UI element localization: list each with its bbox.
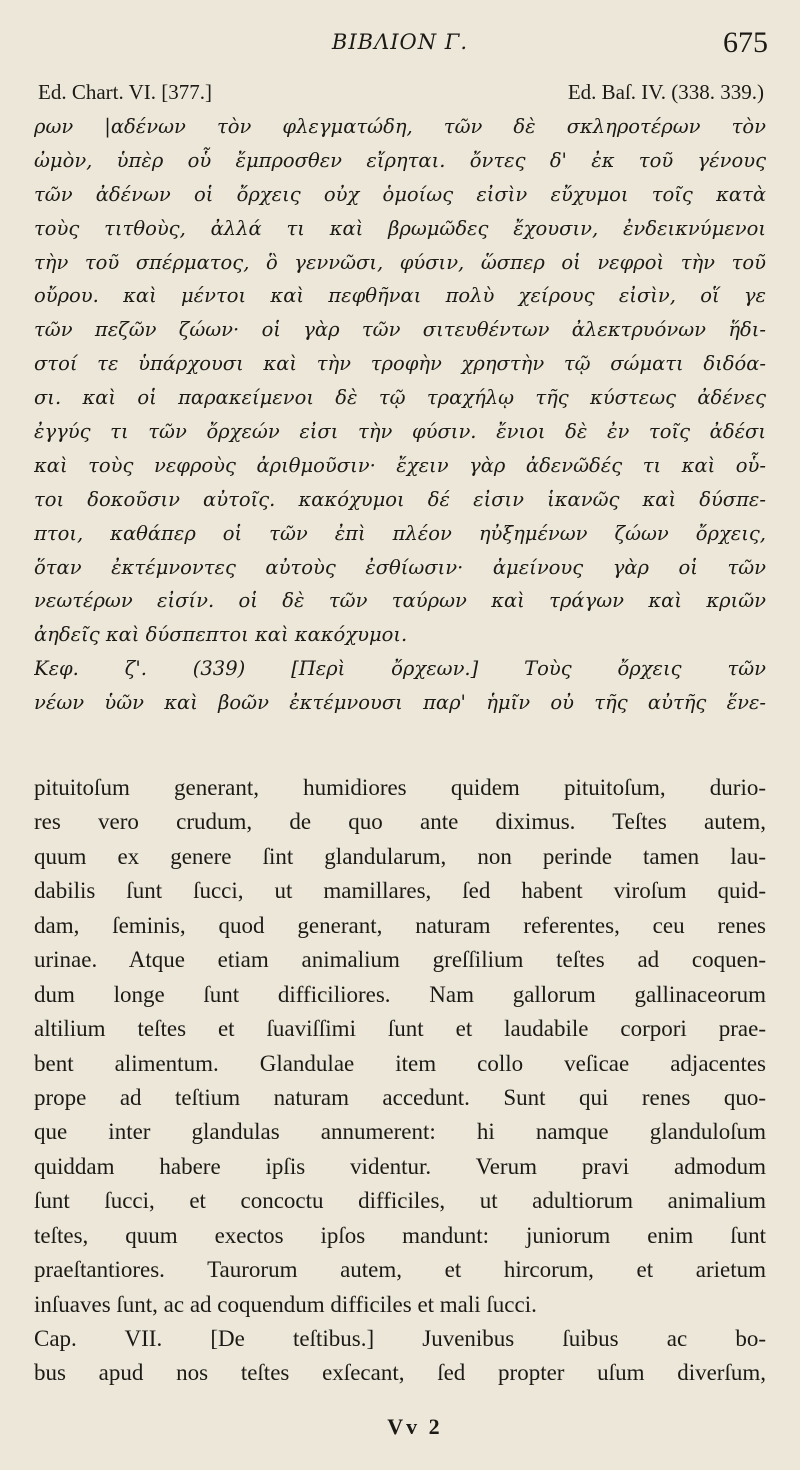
latin-line: dam, ſeminis, quod generant, naturam referentes, ceu renes — [34, 912, 766, 938]
greek-text-block — [34, 110, 766, 720]
greek-line: τοι δοκοῦσιν αὐτοῖς. κακόχυμοι δέ εἰσιν ἱκανῶς καὶ δύσπε- — [34, 487, 766, 511]
edition-reference-chartier: Ed. Chart. VI. [377.] — [38, 80, 212, 104]
latin-line: bus apud nos teſtes exſecant, ſed propter uſum diverſum, — [34, 1360, 766, 1386]
latin-line: altilium teſtes et ſuaviſſimi ſunt et laudabile corpori prae- — [34, 1016, 766, 1042]
edition-reference-basel: Ed. Baſ. IV. (338. 339.) — [567, 80, 764, 104]
latin-line: inſuaves ſunt, ac ad coquendum difficiles et mali ſucci. — [34, 1291, 537, 1317]
latin-line: urinae. Atque etiam animalium greſſilium teſtes ad coquen- — [34, 947, 766, 973]
greek-line: καὶ τοὺς νεφροὺς ἀριθμοῦσιν· ἔχειν γὰρ ἀδενῶδές τι καὶ οὗ- — [34, 453, 766, 477]
latin-line: bent alimentum. Glandulae item collo veſicae adjacentes — [34, 1050, 766, 1076]
latin-line: res vero crudum, de quo ante diximus. Teſtes autem, — [34, 809, 766, 835]
latin-line: dabilis ſunt ſucci, ut mamillares, ſed habent viroſum quid- — [34, 878, 766, 904]
greek-line: σι. καὶ οἱ παρακείμενοι δὲ τῷ τραχήλῳ τῆς κύστεως ἀδένες — [34, 386, 766, 410]
latin-line: quiddam habere ipſis videntur. Verum pravi admodum — [34, 1153, 766, 1179]
greek-line: πτοι, καθάπερ οἱ τῶν ἐπὶ πλέον ηὐξημένων ζώων ὄρχεις, — [34, 521, 766, 545]
latin-line: quum ex genere ſint glandularum, non perinde tamen lau- — [34, 843, 766, 869]
greek-line: οὔρου. καὶ μέντοι καὶ πεφθῆναι πολὺ χείρους εἰσὶν, οἵ γε — [34, 284, 766, 308]
greek-line: τοὺς τιτθοὺς, ἀλλά τι καὶ βρωμῶδες ἔχουσιν, ἐνδεικνύμενοι — [34, 216, 766, 240]
latin-line: teſtes, quum exectos ipſos mandunt: juniorum enim ſunt — [34, 1222, 766, 1248]
latin-chapter-heading-line: Cap. VII. [De teſtibus.] Juvenibus ſuibus ac bo- — [34, 1326, 766, 1351]
greek-line: τῶν ἀδένων οἱ ὄρχεις οὐχ ὁμοίως εἰσὶν εὔχυμοι τοῖς κατὰ — [34, 182, 766, 206]
greek-chapter-heading-line: Κεφ. ζ'. (339) [Περὶ ὄρχεων.] Τοὺς ὄρχεις τῶν — [34, 657, 766, 681]
greek-line: νεωτέρων εἰσίν. οἱ δὲ τῶν ταύρων καὶ τράγων καὶ κριῶν — [34, 589, 766, 613]
latin-text-block — [34, 771, 766, 1391]
greek-line: ὅταν ἐκτέμνοντες αὐτοὺς ἐσθίωσιν· ἀμείνους γὰρ οἱ τῶν — [34, 555, 766, 579]
page-number: 675 — [723, 26, 768, 59]
printer-signature-mark: Vv 2 — [387, 1414, 443, 1439]
greek-line: στοί τε ὑπάρχουσι καὶ τὴν τροφὴν χρηστὴν τῷ σώματι διδόα- — [34, 352, 766, 376]
latin-line: ſunt ſucci, et concoctu difficiles, ut adultiorum animalium — [34, 1188, 766, 1214]
greek-line: νέων ὑῶν καὶ βοῶν ἐκτέμνουσι παρ' ἡμῖν οὐ τῆς αὐτῆς ἕνε- — [34, 691, 766, 715]
greek-line: ἀηδεῖς καὶ δύσπεπτοι καὶ κακόχυμοι. — [34, 623, 408, 647]
latin-line: prope ad teſtium naturam accedunt. Sunt qui renes quo- — [34, 1084, 766, 1110]
latin-line: que inter glandulas annumerent: hi namque glanduloſum — [34, 1119, 766, 1145]
running-title: ΒΙΒΛΙΟΝ Γ. — [331, 30, 469, 54]
latin-line: dum longe ſunt difficiliores. Nam gallorum gallinaceorum — [34, 981, 766, 1007]
greek-line: ἐγγύς τι τῶν ὄρχεών εἰσι τὴν φύσιν. ἔνιοι δὲ ἐν τοῖς ἀδέσι — [34, 420, 766, 444]
latin-line: praeſtantiores. Taurorum autem, et hircorum, et arietum — [34, 1257, 766, 1283]
greek-line: τῶν πεζῶν ζώων· οἱ γὰρ τῶν σιτευθέντων ἀλεκτρυόνων ἥδι- — [34, 318, 766, 342]
greek-line: ρων |αδένων τὸν φλεγματώδη, τῶν δὲ σκληροτέρων τὸν — [34, 115, 766, 138]
greek-line: ὠμὸν, ὑπὲρ οὗ ἔμπροσθεν εἴρηται. ὄντες δ' ἐκ τοῦ γένους — [34, 148, 766, 172]
greek-line: τὴν τοῦ σπέρματος, ὃ γεννῶσι, φύσιν, ὥσπερ οἱ νεφροὶ τὴν τοῦ — [34, 250, 766, 274]
latin-line: pituitoſum generant, humidiores quidem pituitoſum, durio- — [34, 775, 766, 800]
